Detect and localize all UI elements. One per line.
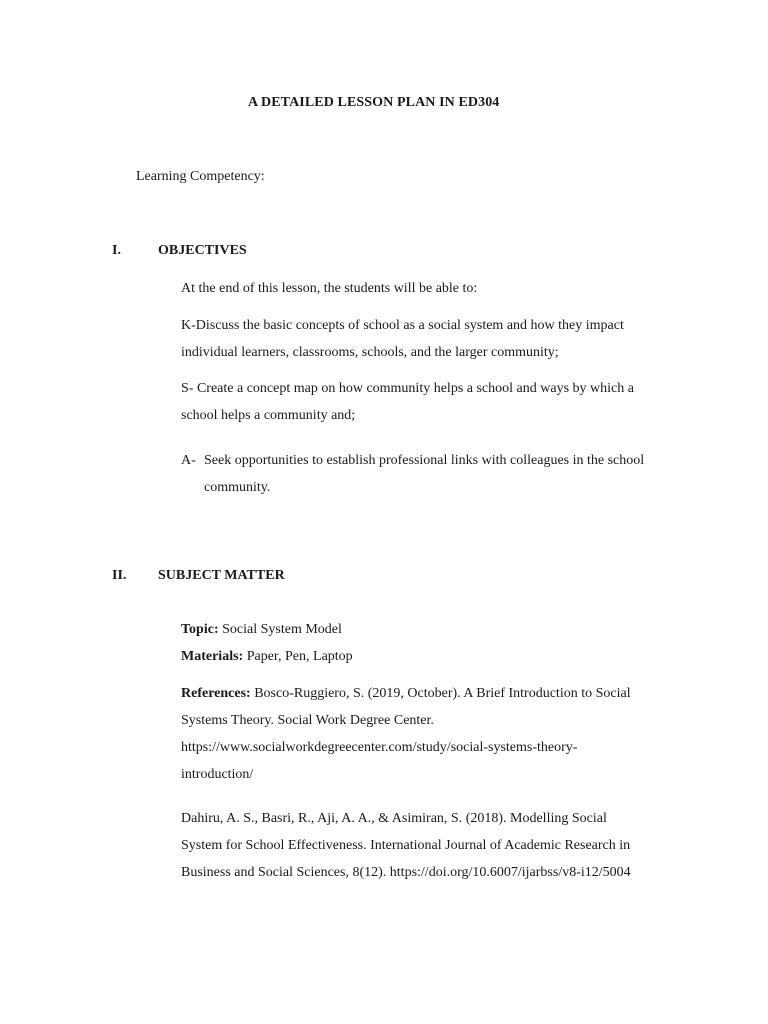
reference-1-line-4: introduction/	[181, 767, 254, 782]
objective-a-line-2: community.	[204, 480, 271, 495]
topic-value: Social System Model	[222, 622, 342, 637]
references-label: References:	[181, 686, 251, 701]
section-number: II.	[112, 568, 127, 583]
reference-2-line-1: Dahiru, A. S., Basri, R., Aji, A. A., & Asimiran, S. (2018). Modelling Social	[181, 811, 607, 826]
materials-label: Materials:	[181, 649, 244, 664]
objective-s-line-2: school helps a community and;	[181, 408, 356, 423]
materials-value: Paper, Pen, Laptop	[246, 649, 353, 664]
topic-line	[181, 621, 342, 639]
document-title: A DETAILED LESSON PLAN IN ED304	[248, 95, 500, 110]
section-heading-objectives: OBJECTIVES	[158, 243, 247, 258]
section-heading-subject-matter: SUBJECT MATTER	[158, 568, 285, 583]
reference-1-line-3: https://www.socialworkdegreecenter.com/study/social-systems-theory-	[181, 740, 578, 755]
objective-k-line-1: K-Discuss the basic concepts of school as a social system and how they impact	[181, 318, 624, 333]
objective-a-marker: A-	[181, 453, 196, 468]
reference-1-line-2: Systems Theory. Social Work Degree Center.	[181, 713, 434, 728]
section-number: I.	[112, 243, 121, 258]
objective-k-line-2: individual learners, classrooms, schools, and the larger community;	[181, 345, 559, 360]
reference-2-line-3: Business and Social Sciences, 8(12). https://doi.org/10.6007/ijarbss/v8-i12/5004	[181, 865, 631, 880]
reference-2-line-2: System for School Effectiveness. International Journal of Academic Research in	[181, 838, 631, 853]
objective-a-line-1: Seek opportunities to establish professional links with colleagues in the school	[204, 453, 645, 468]
learning-competency-label: Learning Competency:	[136, 169, 265, 184]
reference-text: Bosco-Ruggiero, S. (2019, October). A Brief Introduction to Social	[254, 686, 631, 701]
reference-1-line-1	[181, 685, 631, 703]
objective-s-line-1: S- Create a concept map on how community helps a school and ways by which a	[181, 381, 634, 396]
topic-label: Topic:	[181, 622, 219, 637]
materials-line	[181, 648, 353, 666]
objectives-intro: At the end of this lesson, the students will be able to:	[181, 281, 478, 296]
